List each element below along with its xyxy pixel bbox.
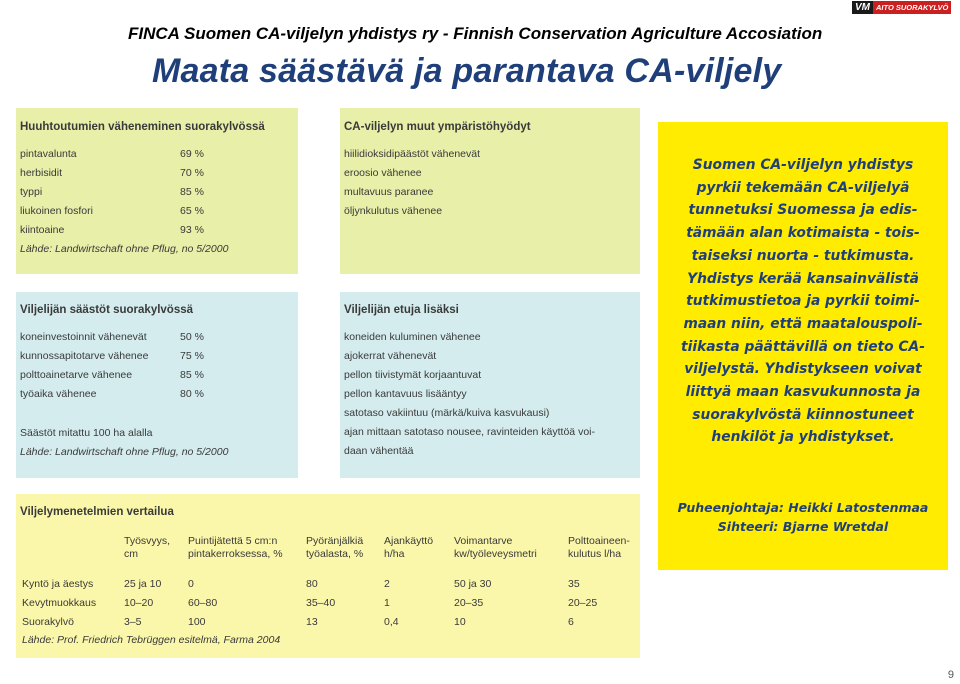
environment-row: eroosio vähenee xyxy=(344,167,422,179)
description-line: Suomen CA-viljelyn yhdistys xyxy=(692,157,914,173)
table-cell: 20–35 xyxy=(454,597,484,609)
table-cell: 35 xyxy=(568,578,580,590)
table-cell: 1 xyxy=(384,597,390,609)
erosion-row-value: 69 % xyxy=(180,148,204,160)
description-line: henkilöt ja yhdistykset. xyxy=(711,429,895,446)
chairman: Puheenjohtaja: Heikki Latostenmaa xyxy=(677,500,929,515)
column-header-wheel-tracks xyxy=(306,535,363,561)
erosion-row-label: liukoinen fosfori xyxy=(20,205,93,217)
benefits-row: ajan mittaan satotaso nousee, ravinteiden käyttöä voi- xyxy=(344,426,595,438)
comparison-table-source: Lähde: Prof. Friedrich Tebrüggen esitelmä, Farma 2004 xyxy=(22,634,281,646)
farmer-benefits-box xyxy=(340,292,640,478)
description-line: liittyä maan kasvukunnosta ja xyxy=(685,384,921,401)
description-line: suorakylvöstä kiinnostuneet xyxy=(692,406,914,423)
erosion-row-value: 85 % xyxy=(180,186,204,198)
benefits-row: pellon kantavuus lisääntyy xyxy=(344,388,467,400)
erosion-box-title: Huuhtoutumien väheneminen suorakylvössä xyxy=(20,121,265,133)
header-line: h/ha xyxy=(384,548,405,560)
table-row-method: Kevytmuokkaus xyxy=(22,597,97,609)
farmer-savings-box xyxy=(16,292,298,478)
organization-header: FINCA Suomen CA-viljelyn yhdistys ry - Finnish Conservation Agriculture Accosiation xyxy=(128,24,823,43)
table-cell: 20–25 xyxy=(568,597,598,609)
table-cell: 10 xyxy=(454,616,466,628)
column-header-time xyxy=(384,535,433,561)
erosion-reduction-box xyxy=(16,108,298,274)
erosion-row-label: herbisidit xyxy=(20,167,63,179)
benefits-row: satotaso vakiintuu (märkä/kuiva kasvukausi) xyxy=(344,407,550,419)
page-title: Maata säästävä ja parantava CA-viljely xyxy=(152,52,782,90)
benefits-row: daan vähentää xyxy=(344,445,414,457)
erosion-row-label: pintavalunta xyxy=(20,148,77,160)
savings-row-label: koneinvestoinnit vähenevät xyxy=(20,331,147,343)
header-line: Voimantarve xyxy=(454,535,513,547)
header-line: Työsvyys, xyxy=(124,535,171,547)
column-header-residue xyxy=(188,535,283,561)
table-cell: 6 xyxy=(568,616,574,628)
method-comparison-table xyxy=(16,494,640,658)
table-cell: 35–40 xyxy=(306,597,336,609)
savings-note: Säästöt mitattu 100 ha alalla xyxy=(20,427,153,439)
header-line: pintakerroksessa, % xyxy=(188,548,283,560)
savings-box-title: Viljelijän säästöt suorakylvössä xyxy=(20,304,194,316)
savings-row-label: kunnossapitotarve vähenee xyxy=(20,350,149,362)
environment-row: multavuus paranee xyxy=(344,186,434,198)
logo-vm: VM xyxy=(852,1,873,14)
logo-aito-suorakylvo: AITO SUORAKYLVÖ xyxy=(873,1,951,14)
savings-row-value: 50 % xyxy=(180,331,204,343)
savings-row-label: työaika vähenee xyxy=(20,388,97,400)
table-cell: 100 xyxy=(188,616,206,628)
savings-row-value: 75 % xyxy=(180,350,204,362)
secretary: Sihteeri: Bjarne Wretdal xyxy=(717,519,889,534)
header-line: Ajankäyttö xyxy=(384,535,434,547)
environment-row: öljynkulutus vähenee xyxy=(344,205,443,217)
comparison-table-title: Viljelymenetelmien vertailua xyxy=(20,506,174,518)
description-line: tunnetuksi Suomessa ja edis- xyxy=(688,202,918,219)
header-line: Puintijätettä 5 cm:n xyxy=(188,535,278,547)
table-row-method: Suorakylvö xyxy=(22,616,74,628)
header-line: Pyöränjälkiä xyxy=(306,535,364,547)
column-header-power xyxy=(454,535,537,561)
table-cell: 0,4 xyxy=(384,616,399,628)
environmental-benefits-box xyxy=(340,108,640,274)
description-line: viljelystä. Yhdistykseen voivat xyxy=(684,361,922,378)
table-row-method: Kyntö ja äestys xyxy=(22,578,94,590)
association-description xyxy=(662,154,944,449)
header-line: kw/työleveysmetri xyxy=(454,548,537,560)
description-line: pyrkii tekemään CA-viljelyä xyxy=(696,179,910,196)
header-line: Polttoaineen- xyxy=(568,535,630,547)
table-cell: 0 xyxy=(188,578,194,590)
table-cell: 2 xyxy=(384,578,390,590)
logo xyxy=(852,1,952,14)
table-cell: 80 xyxy=(306,578,318,590)
column-header-fuel xyxy=(568,535,630,561)
table-cell: 3–5 xyxy=(124,616,142,628)
association-contacts xyxy=(662,498,944,536)
header-line: kulutus l/ha xyxy=(568,548,622,560)
erosion-row-label: kiintoaine xyxy=(20,224,65,236)
description-line: taiseksi nuorta - tutkimusta. xyxy=(691,247,915,264)
benefits-row: koneiden kuluminen vähenee xyxy=(344,331,481,343)
description-line: Yhdistys kerää kansainvälistä xyxy=(687,270,919,287)
benefits-box-title: Viljelijän etuja lisäksi xyxy=(344,304,459,316)
savings-row-value: 85 % xyxy=(180,369,204,381)
savings-row-value: 80 % xyxy=(180,388,204,400)
description-line: tiikasta päättävillä on tieto CA- xyxy=(681,338,925,355)
header-line: cm xyxy=(124,548,138,560)
table-cell: 50 ja 30 xyxy=(454,578,492,590)
table-cell: 13 xyxy=(306,616,318,628)
description-line: tutkimustietoa ja pyrkii toimi- xyxy=(686,293,920,310)
benefits-row: ajokerrat vähenevät xyxy=(344,350,437,362)
savings-row-label: polttoainetarve vähenee xyxy=(20,369,133,381)
association-info-panel xyxy=(658,122,948,570)
description-line: maan niin, että maatalouspoli- xyxy=(683,315,923,332)
erosion-row-value: 93 % xyxy=(180,224,204,236)
header-line: työalasta, % xyxy=(306,548,364,560)
description-line: tämään alan kotimaista - tois- xyxy=(686,225,920,242)
erosion-row-value: 70 % xyxy=(180,167,204,179)
table-cell: 25 ja 10 xyxy=(124,578,162,590)
table-cell: 60–80 xyxy=(188,597,218,609)
savings-box-source: Lähde: Landwirtschaft ohne Pflug, no 5/2000 xyxy=(20,446,229,458)
erosion-row-label: typpi xyxy=(20,186,43,198)
page-number: 9 xyxy=(947,669,954,681)
erosion-box-source: Lähde: Landwirtschaft ohne Pflug, no 5/2000 xyxy=(20,243,229,255)
erosion-row-value: 65 % xyxy=(180,205,204,217)
environment-box-title: CA-viljelyn muut ympäristöhyödyt xyxy=(344,121,531,133)
benefits-row: pellon tiivistymät korjaantuvat xyxy=(344,369,482,381)
table-cell: 10–20 xyxy=(124,597,154,609)
column-header-depth xyxy=(124,535,170,561)
environment-row: hiilidioksidipäästöt vähenevät xyxy=(344,148,481,160)
